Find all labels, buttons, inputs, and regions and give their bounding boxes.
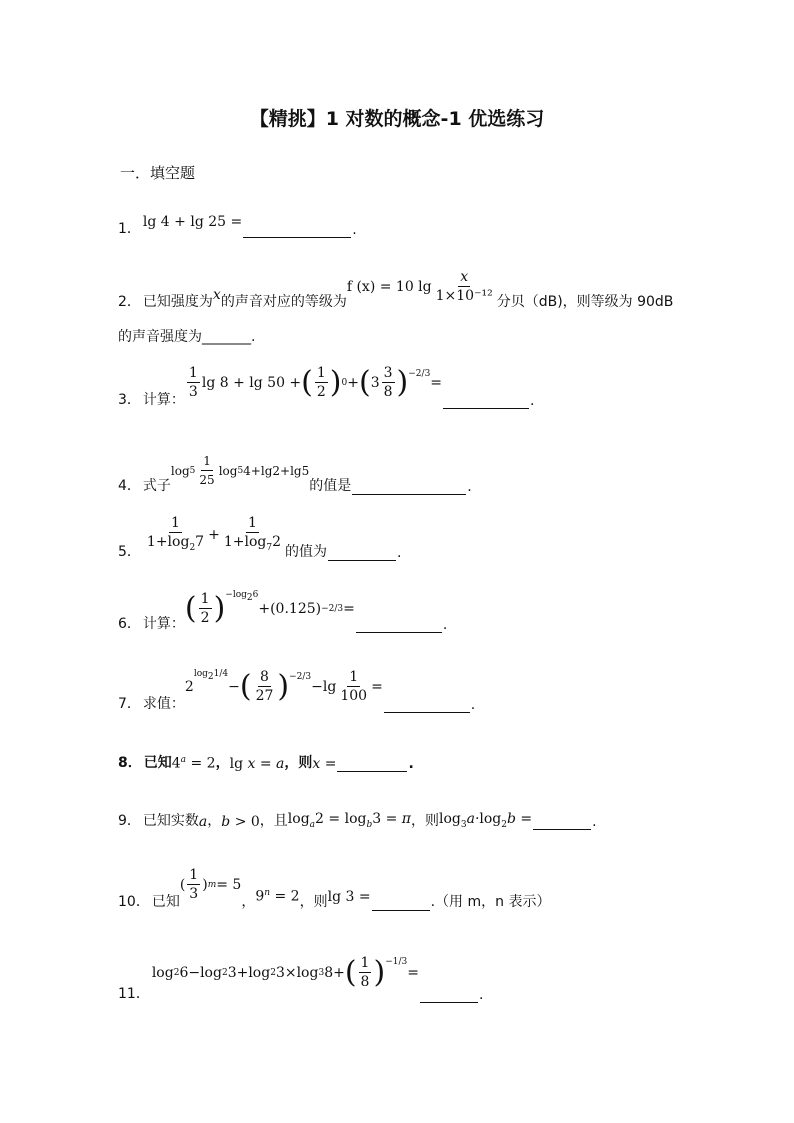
q9-var-a: a (198, 814, 208, 830)
q2-var: x (212, 287, 221, 303)
answer-blank[interactable] (533, 817, 591, 830)
answer-blank[interactable] (356, 620, 442, 633)
question-10: 10． 已知 ( $\frac{1}{3}$ ) m = 5 ， $9^n = 2$ ，则 lg 3 = .（用 m，n 表示） (118, 867, 551, 910)
answer-blank[interactable] (337, 759, 407, 772)
answer-blank[interactable] (420, 990, 478, 1003)
answer-blank[interactable] (443, 396, 529, 409)
question-3: 3． 计算： $\frac{1}{3}$ lg 8 + lg 50 + ( $\frac{1}{2}$ ) 0 + ( 3 $\frac{3}{8}$ ) −2/3 = . (118, 364, 535, 409)
answer-blank[interactable] (384, 700, 470, 713)
question-9: 9． 已知实数 a ， b > 0 ，且 $\log_a2 = \log_b3 = \pi$ ，则 $\log_3a\cdot\log_2b$ = . (118, 811, 597, 830)
q11-expression: log 2 6−log 2 3+log 2 3×log 3 8+ ( $\frac{1}{8}$ ) −1/3 = (151, 954, 419, 990)
answer-blank[interactable] (328, 548, 396, 561)
question-2: 2． 已知强度为 x 的声音对应的等级为 f (x) = 10 lg $\frac{x}{\text{1×10⁻¹²}}$ 分贝（dB)，则等级为 90dB (118, 269, 674, 310)
q9-condition: $\log_a2 = \log_b3 = \pi$ (287, 811, 411, 830)
question-6: 6． 计算： ( $\frac{1}{2}$ ) −log26 +(0.125) −2/3 = . (118, 590, 448, 633)
q10-equation-1: ( $\frac{1}{3}$ ) m = 5 (179, 867, 242, 902)
q1-expression: lg 4 + lg 25 = (142, 214, 243, 230)
question-7: 7． 求值： 2 log21/4 − ( $\frac{8}{27}$ ) −2/3 −lg $\frac{1}{100}$ = . (118, 668, 476, 713)
q2-formula: f (x) = 10 lg $\frac{x}{\text{1×10⁻¹²}}$ (346, 269, 493, 304)
question-8: 8． 已知 $4^a = 2$ ， lg x = a ，则 x = . (118, 755, 414, 772)
question-11: 11． log 2 6−log 2 3+log 2 3×log 3 8+ ( $\frac{1}{8}$ ) −1/3 = . (118, 954, 484, 1003)
q8-equation-2: lg x = a (229, 756, 285, 772)
q5-expression: $\frac{1}{1+\log_27}$ + $\frac{1}{1+\log_72}$ (146, 515, 281, 553)
question-4: 4． 式子 log 5 $\frac{1}{25}$ log 5 4+lg2+lg5 的值是 . (118, 454, 472, 495)
q4-expression: log 5 $\frac{1}{25}$ log 5 4+lg2+lg5 (170, 454, 310, 487)
answer-blank[interactable] (352, 482, 466, 495)
answer-blank[interactable] (372, 898, 430, 911)
q7-expression: 2 log21/4 − ( $\frac{8}{27}$ ) −2/3 −lg $\frac{1}{100}$ = (184, 668, 383, 704)
q6-expression: ( $\frac{1}{2}$ ) −log26 +(0.125) −2/3 = (184, 590, 355, 626)
q8-equation-1: $4^a = 2$ (171, 755, 216, 772)
question-5: 5． $\frac{1}{1+\log_27}$ + $\frac{1}{1+\log_72}$ 的值为 . (118, 515, 402, 561)
answer-blank[interactable] (243, 225, 351, 238)
question-1: 1． lg 4 + lg 25 = . (118, 214, 357, 238)
section-heading: 一．填空题 (120, 164, 196, 182)
q3-expression: $\frac{1}{3}$ lg 8 + lg 50 + ( $\frac{1}{2}$ ) 0 + ( 3 $\frac{3}{8}$ ) −2/3 = (188, 364, 443, 400)
q10-equation-2: $9^n = 2$ (255, 888, 300, 905)
page-title: 【精挑】1 对数的概念-1 优选练习 (249, 108, 545, 130)
q9-expression: $\log_3a\cdot\log_2b$ = (438, 811, 533, 830)
question-2-line2: 的声音强度为_______. (118, 329, 256, 345)
